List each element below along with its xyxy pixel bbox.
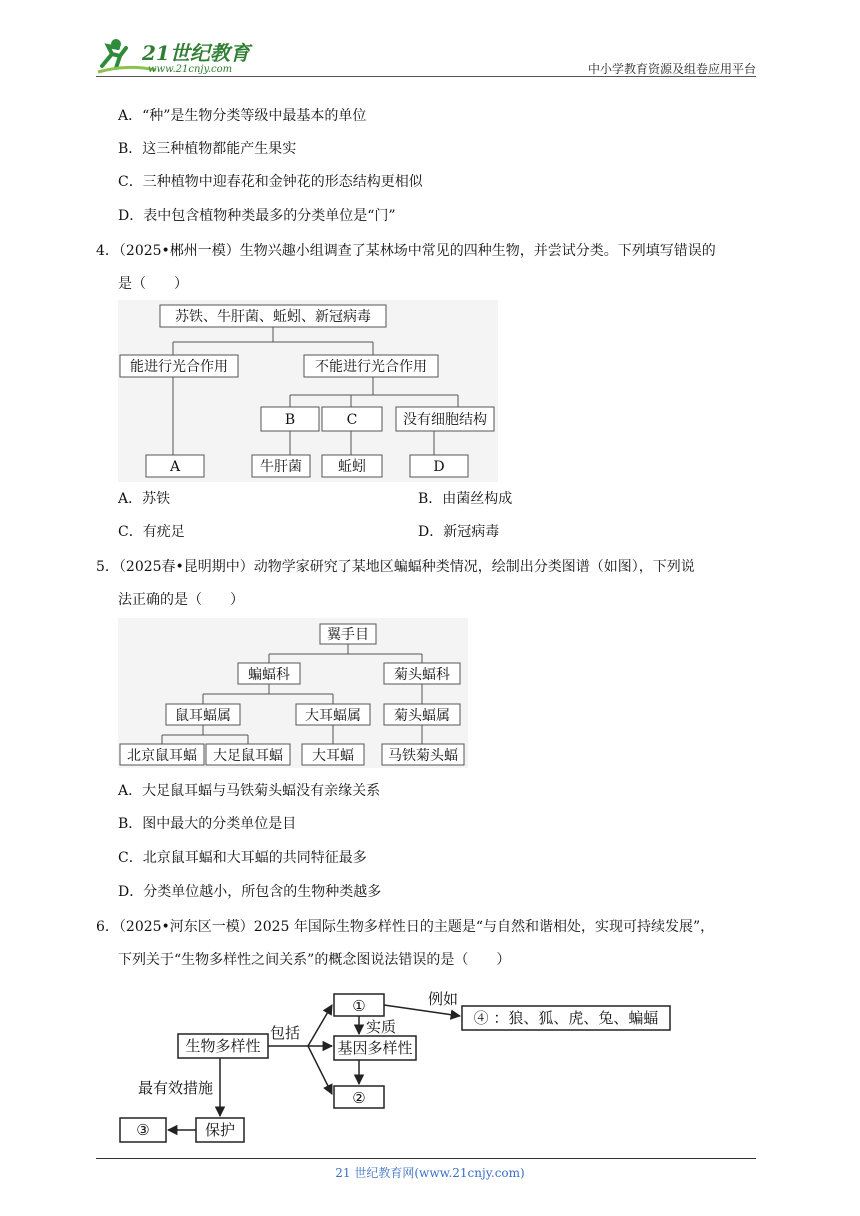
q6-node-2: ② xyxy=(352,1089,366,1107)
q4-node-a: A xyxy=(169,459,181,475)
q5-stem-line2: 法正确的是（ ） xyxy=(118,592,244,608)
q5-node-species1: 北京鼠耳蝠 xyxy=(127,748,197,764)
q3-option-c: C．三种植物中迎春花和金钟花的形态结构更相似 xyxy=(118,174,423,190)
q6-label-include: 包括 xyxy=(270,1024,301,1042)
q6-stem-line1: 6．（2025•河东区一模）2025 年国际生物多样性日的主题是“与自然和谐相处，实现可持续发展”， xyxy=(96,919,715,935)
q5-node-family2: 菊头蝠科 xyxy=(394,667,450,683)
q6-node-4: ④ ：狼、狐、虎、兔、蝙蝠 xyxy=(473,1009,659,1027)
q6-node-biodiversity: 生物多样性 xyxy=(185,1037,261,1055)
q3-option-d: D．表中包含植物种类最多的分类单位是“门” xyxy=(118,208,396,224)
q4-node-photosynthesis: 能进行光合作用 xyxy=(130,359,228,375)
q4-option-d: D．新冠病毒 xyxy=(418,524,500,540)
q5-option-a: A．大足鼠耳蝠与马铁菊头蝠没有亲缘关系 xyxy=(118,783,381,799)
platform-name: 中小学教育资源及组卷应用平台 xyxy=(587,62,756,76)
q5-node-species2: 大足鼠耳蝠 xyxy=(213,748,283,764)
q4-node-no-photosynthesis: 不能进行光合作用 xyxy=(315,359,427,375)
q6-concept-diagram xyxy=(116,982,676,1148)
q3-option-a: A．“种”是生物分类等级中最基本的单位 xyxy=(118,108,367,124)
q6-label-measure: 最有效措施 xyxy=(138,1079,214,1097)
q5-option-c: C．北京鼠耳蝠和大耳蝠的共同特征最多 xyxy=(118,850,367,866)
q4-stem-line1: 4．（2025•郴州一模）生物兴趣小组调查了某林场中常见的四种生物，并尝试分类。下列填写错误的 xyxy=(96,243,716,259)
q4-stem-line2: 是（ ） xyxy=(118,276,188,292)
q5-node-genus2: 大耳蝠属 xyxy=(305,708,361,724)
q6-node-3: ③ xyxy=(136,1121,150,1139)
q5-option-b: B．图中最大的分类单位是目 xyxy=(118,816,297,832)
q4-option-b: B．由菌丝构成 xyxy=(418,491,513,507)
q5-node-genus1: 鼠耳蝠属 xyxy=(175,708,231,724)
q4-option-a: A．苏铁 xyxy=(118,491,171,507)
q6-node-1: ① xyxy=(352,997,366,1015)
q4-classification-diagram xyxy=(118,300,498,482)
logo-text: 21世纪教育 xyxy=(142,41,250,65)
q6-stem-line2: 下列关于“生物多样性之间关系”的概念图说法错误的是（ ） xyxy=(118,952,511,968)
logo-url: www.21cnjy.com xyxy=(148,64,233,75)
q6-node-protect: 保护 xyxy=(204,1121,236,1139)
q5-node-order: 翼手目 xyxy=(327,627,369,643)
footer-divider xyxy=(96,1158,756,1159)
q4-node-b: B xyxy=(284,412,296,428)
q4-node-niuganjun: 牛肝菌 xyxy=(260,459,302,475)
q5-node-genus3: 菊头蝠属 xyxy=(394,708,450,724)
q4-node-no-cell: 没有细胞结构 xyxy=(403,412,487,428)
footer-text: 21 世纪教育网(www.21cnjy.com) xyxy=(335,1166,525,1180)
header-divider xyxy=(96,76,756,77)
q6-label-example: 例如 xyxy=(428,990,459,1008)
site-logo xyxy=(96,36,266,76)
q6-label-essence: 实质 xyxy=(366,1018,397,1036)
q5-stem-line1: 5．（2025春•昆明期中）动物学家研究了某地区蝙蝠种类情况，绘制出分类图谱（如图），下列说 xyxy=(96,559,695,575)
q4-node-d: D xyxy=(433,459,445,475)
q5-bat-classification-diagram xyxy=(118,618,468,768)
q3-option-b: B．这三种植物都能产生果实 xyxy=(118,141,297,157)
q4-node-qiuyin: 蚯蚓 xyxy=(338,459,366,475)
q4-option-c: C．有疣足 xyxy=(118,524,185,540)
q4-node-top: 苏铁、牛肝菌、蚯蚓、新冠病毒 xyxy=(175,309,371,325)
q5-node-species3: 大耳蝠 xyxy=(312,748,354,764)
q5-node-family1: 蝙蝠科 xyxy=(248,667,290,683)
q5-node-species4: 马铁菊头蝠 xyxy=(388,748,458,764)
q5-option-d: D．分类单位越小，所包含的生物种类越多 xyxy=(118,884,382,900)
q6-node-gene-diversity: 基因多样性 xyxy=(337,1039,413,1057)
q4-node-c: C xyxy=(346,412,358,428)
